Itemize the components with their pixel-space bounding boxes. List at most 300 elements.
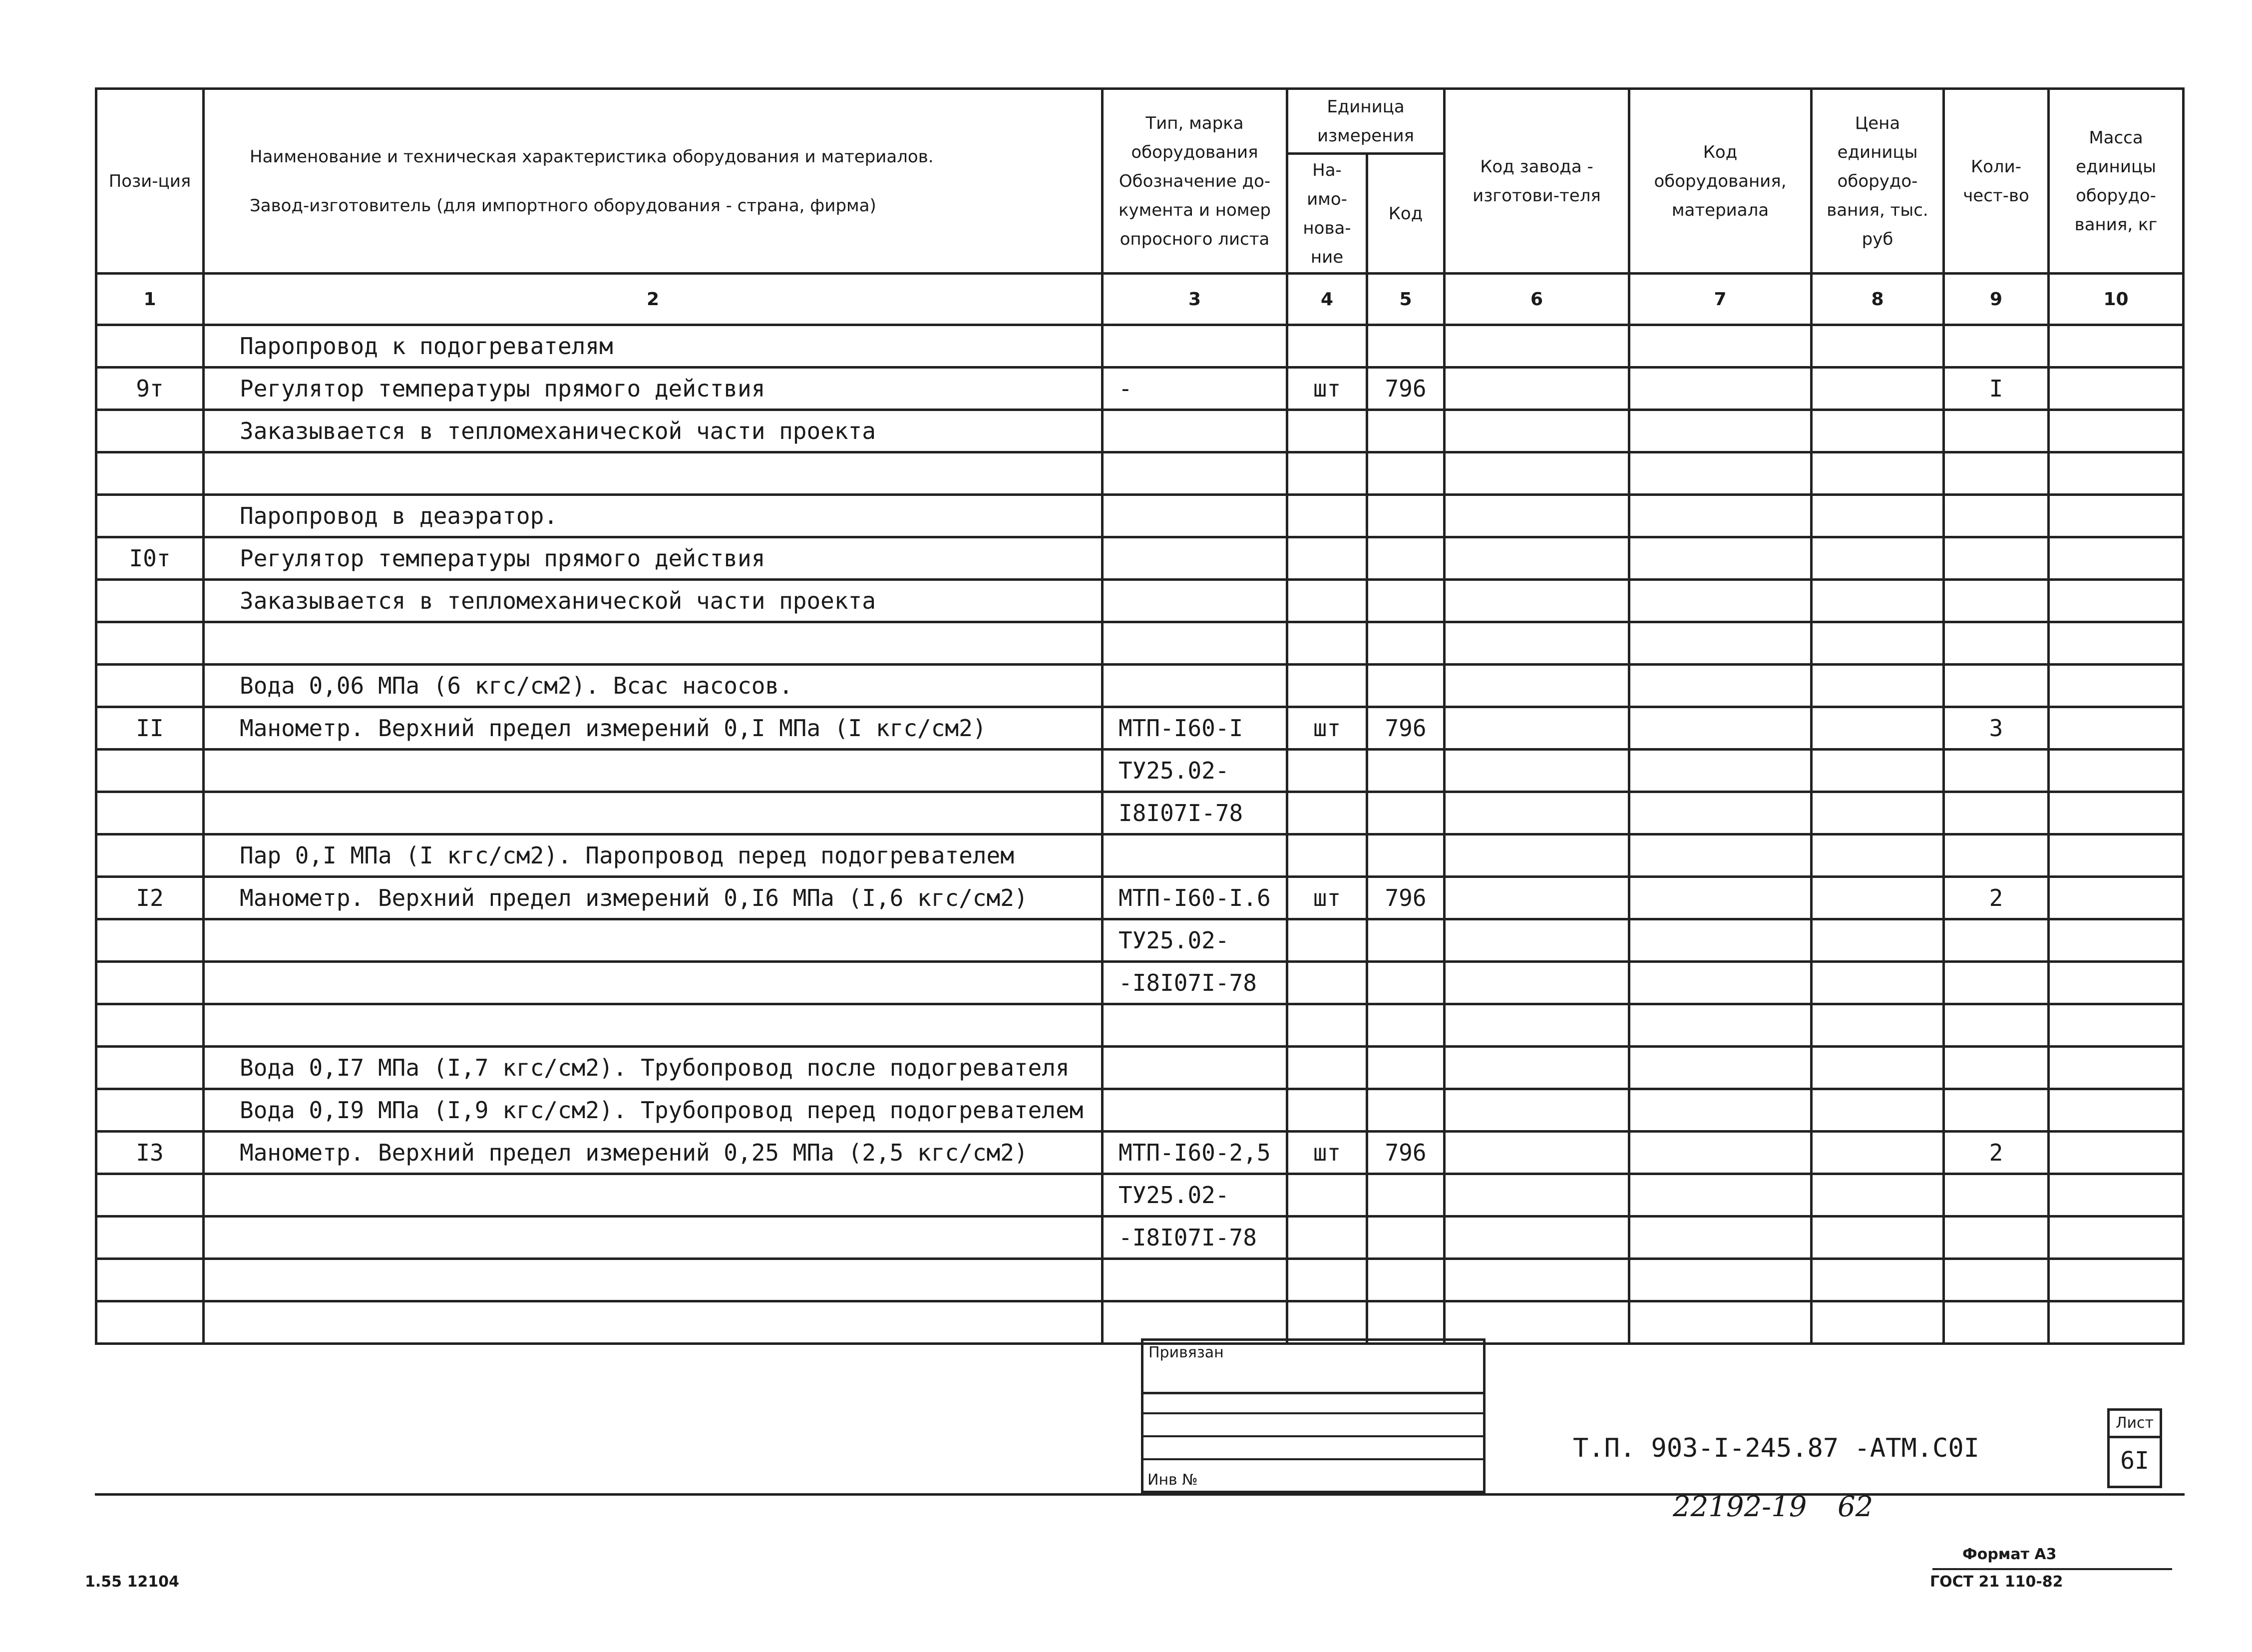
cell-unit-code bbox=[1367, 495, 1445, 537]
cell-price bbox=[1812, 1132, 1944, 1174]
table-row bbox=[96, 919, 2184, 962]
cell-equipment-code bbox=[1629, 537, 1812, 580]
cell-position bbox=[96, 919, 204, 962]
cell-quantity bbox=[1944, 537, 2049, 580]
cell-equipment-code bbox=[1629, 1004, 1812, 1047]
cell-price bbox=[1812, 325, 1944, 368]
cell-equipment-code bbox=[1629, 792, 1812, 834]
cell-price bbox=[1812, 368, 1944, 410]
cell-equipment-code bbox=[1629, 1132, 1812, 1174]
cell-unit: шт bbox=[1287, 877, 1367, 919]
cell-quantity bbox=[1944, 325, 2049, 368]
cell-price bbox=[1812, 580, 1944, 622]
header-type: Тип, марка оборудования Обозначение до-кумента и номер опросного листа bbox=[1103, 89, 1287, 274]
header-mass: Масса единицы оборудо-вания, кг bbox=[2049, 89, 2184, 274]
cell-mass bbox=[2049, 707, 2184, 750]
cell-name: Пар 0,I МПа (I кгс/см2). Паропровод перед подогревателем bbox=[204, 834, 1103, 877]
cell-name bbox=[204, 792, 1103, 834]
cell-price bbox=[1812, 410, 1944, 452]
cell-name bbox=[204, 622, 1103, 665]
table-body bbox=[96, 274, 2184, 1344]
cell-unit-code bbox=[1367, 1217, 1445, 1259]
cell-unit bbox=[1287, 1089, 1367, 1132]
cell-position bbox=[96, 1174, 204, 1217]
cell-unit bbox=[1287, 452, 1367, 495]
cell-mass bbox=[2049, 537, 2184, 580]
cell-mass bbox=[2049, 1259, 2184, 1301]
table-row bbox=[96, 834, 2184, 877]
cell-position bbox=[96, 962, 204, 1004]
header-unit-group: Единица измерения bbox=[1287, 89, 1445, 154]
cell-price bbox=[1812, 707, 1944, 750]
title-block-line bbox=[1143, 1437, 1483, 1460]
cell-unit-code: 796 bbox=[1367, 707, 1445, 750]
cell-unit bbox=[1287, 1259, 1367, 1301]
cell-quantity bbox=[1944, 410, 2049, 452]
title-block-line bbox=[1143, 1391, 1483, 1414]
cell-factory-code bbox=[1445, 919, 1629, 962]
table-row bbox=[96, 452, 2184, 495]
cell-name bbox=[204, 1174, 1103, 1217]
cell-unit-code bbox=[1367, 580, 1445, 622]
cell-price bbox=[1812, 665, 1944, 707]
cell-position bbox=[96, 665, 204, 707]
cell-mass bbox=[2049, 1132, 2184, 1174]
header-name-line2: Завод-изготовитель (для импортного оборудования - страна, фирма) bbox=[250, 195, 876, 216]
cell-price bbox=[1812, 537, 1944, 580]
cell-unit bbox=[1287, 495, 1367, 537]
cell-position bbox=[96, 452, 204, 495]
cell-position bbox=[96, 580, 204, 622]
cell-price bbox=[1812, 962, 1944, 1004]
specification-sheet bbox=[95, 87, 2182, 1491]
header-equipment-code: Код оборудования, материала bbox=[1629, 89, 1812, 274]
table-row bbox=[96, 962, 2184, 1004]
cell-type bbox=[1103, 1047, 1287, 1089]
cell-equipment-code bbox=[1629, 665, 1812, 707]
cell-name bbox=[204, 1259, 1103, 1301]
cell-unit-code bbox=[1367, 452, 1445, 495]
cell-name: Паропровод в деаэратор. bbox=[204, 495, 1103, 537]
cell-factory-code bbox=[1445, 622, 1629, 665]
cell-unit bbox=[1287, 1217, 1367, 1259]
cell-quantity: I bbox=[1944, 368, 2049, 410]
cell-position bbox=[96, 1259, 204, 1301]
specification-table bbox=[95, 87, 2185, 1345]
cell-equipment-code bbox=[1629, 1301, 1812, 1344]
cell-mass bbox=[2049, 622, 2184, 665]
cell-name bbox=[204, 1004, 1103, 1047]
cell-type: -I8I07I-78 bbox=[1103, 962, 1287, 1004]
cell-price bbox=[1812, 792, 1944, 834]
cell-mass bbox=[2049, 1089, 2184, 1132]
cell-unit-code bbox=[1367, 1301, 1445, 1344]
sheet-number-box bbox=[2107, 1408, 2162, 1488]
cell-name bbox=[204, 750, 1103, 792]
cell-quantity: 2 bbox=[1944, 1132, 2049, 1174]
document-number: Т.П. 903-I-245.87 -АТМ.С0I bbox=[1573, 1433, 1979, 1463]
cell-position bbox=[96, 495, 204, 537]
cell-position bbox=[96, 834, 204, 877]
cell-unit bbox=[1287, 834, 1367, 877]
cell-unit bbox=[1287, 665, 1367, 707]
cell-name: Регулятор температуры прямого действия bbox=[204, 537, 1103, 580]
cell-price bbox=[1812, 1089, 1944, 1132]
col-number: 1 bbox=[96, 274, 204, 325]
cell-unit bbox=[1287, 792, 1367, 834]
cell-name: Вода 0,06 МПа (6 кгс/см2). Всас насосов. bbox=[204, 665, 1103, 707]
cell-unit: шт bbox=[1287, 368, 1367, 410]
cell-price bbox=[1812, 452, 1944, 495]
cell-type bbox=[1103, 580, 1287, 622]
cell-position bbox=[96, 622, 204, 665]
cell-factory-code bbox=[1445, 368, 1629, 410]
cell-type bbox=[1103, 622, 1287, 665]
table-row bbox=[96, 537, 2184, 580]
cell-quantity bbox=[1944, 962, 2049, 1004]
cell-name: Паропровод к подогревателям bbox=[204, 325, 1103, 368]
cell-mass bbox=[2049, 665, 2184, 707]
table-row bbox=[96, 368, 2184, 410]
table-row bbox=[96, 410, 2184, 452]
table-row bbox=[96, 1174, 2184, 1217]
cell-unit bbox=[1287, 1301, 1367, 1344]
header-unit-code: Код bbox=[1367, 154, 1445, 274]
table-row bbox=[96, 495, 2184, 537]
cell-equipment-code bbox=[1629, 452, 1812, 495]
cell-name: Заказывается в тепломеханической части проекта bbox=[204, 580, 1103, 622]
cell-mass bbox=[2049, 580, 2184, 622]
cell-mass bbox=[2049, 1301, 2184, 1344]
cell-factory-code bbox=[1445, 1259, 1629, 1301]
table-row bbox=[96, 622, 2184, 665]
cell-unit bbox=[1287, 750, 1367, 792]
cell-type: ТУ25.02- bbox=[1103, 1174, 1287, 1217]
format-rule bbox=[1932, 1568, 2172, 1570]
cell-mass bbox=[2049, 368, 2184, 410]
table-row bbox=[96, 792, 2184, 834]
col-number: 6 bbox=[1445, 274, 1629, 325]
cell-factory-code bbox=[1445, 410, 1629, 452]
cell-position: II bbox=[96, 707, 204, 750]
col-number: 4 bbox=[1287, 274, 1367, 325]
sheet-value: 6I bbox=[2120, 1447, 2149, 1475]
cell-name: Манометр. Верхний предел измерений 0,I6 МПа (I,6 кгс/см2) bbox=[204, 877, 1103, 919]
cell-type: -I8I07I-78 bbox=[1103, 1217, 1287, 1259]
cell-position: I2 bbox=[96, 877, 204, 919]
cell-mass bbox=[2049, 919, 2184, 962]
cell-price bbox=[1812, 750, 1944, 792]
cell-factory-code bbox=[1445, 537, 1629, 580]
cell-name bbox=[204, 1217, 1103, 1259]
cell-equipment-code bbox=[1629, 707, 1812, 750]
cell-unit bbox=[1287, 1004, 1367, 1047]
cell-quantity bbox=[1944, 919, 2049, 962]
table-row bbox=[96, 1004, 2184, 1047]
cell-position: I3 bbox=[96, 1132, 204, 1174]
cell-unit bbox=[1287, 580, 1367, 622]
table-row bbox=[96, 1132, 2184, 1174]
cell-equipment-code bbox=[1629, 962, 1812, 1004]
cell-mass bbox=[2049, 1047, 2184, 1089]
cell-type: I8I07I-78 bbox=[1103, 792, 1287, 834]
cell-unit bbox=[1287, 919, 1367, 962]
cell-position bbox=[96, 1217, 204, 1259]
cell-unit-code: 796 bbox=[1367, 877, 1445, 919]
cell-mass bbox=[2049, 452, 2184, 495]
cell-equipment-code bbox=[1629, 622, 1812, 665]
cell-equipment-code bbox=[1629, 325, 1812, 368]
cell-factory-code bbox=[1445, 750, 1629, 792]
table-row bbox=[96, 877, 2184, 919]
cell-quantity bbox=[1944, 1301, 2049, 1344]
cell-price bbox=[1812, 1047, 1944, 1089]
cell-unit-code bbox=[1367, 1174, 1445, 1217]
cell-mass bbox=[2049, 962, 2184, 1004]
archive-page: 62 bbox=[1838, 1491, 1874, 1523]
cell-price bbox=[1812, 1174, 1944, 1217]
cell-unit bbox=[1287, 1174, 1367, 1217]
cell-price bbox=[1812, 1004, 1944, 1047]
cell-factory-code bbox=[1445, 792, 1629, 834]
cell-unit-code bbox=[1367, 410, 1445, 452]
cell-price bbox=[1812, 919, 1944, 962]
cell-name: Манометр. Верхний предел измерений 0,I МПа (I кгс/см2) bbox=[204, 707, 1103, 750]
cell-factory-code bbox=[1445, 665, 1629, 707]
cell-type bbox=[1103, 1259, 1287, 1301]
cell-quantity bbox=[1944, 792, 2049, 834]
cell-name: Заказывается в тепломеханической части проекта bbox=[204, 410, 1103, 452]
title-block bbox=[1141, 1338, 1486, 1493]
cell-name bbox=[204, 1301, 1103, 1344]
col-number: 8 bbox=[1812, 274, 1944, 325]
cell-price bbox=[1812, 495, 1944, 537]
sheet-label: Лист bbox=[2110, 1411, 2160, 1438]
cell-quantity bbox=[1944, 580, 2049, 622]
cell-equipment-code bbox=[1629, 750, 1812, 792]
cell-type bbox=[1103, 1301, 1287, 1344]
table-row bbox=[96, 750, 2184, 792]
cell-mass bbox=[2049, 325, 2184, 368]
cell-quantity bbox=[1944, 1047, 2049, 1089]
cell-factory-code bbox=[1445, 1217, 1629, 1259]
cell-price bbox=[1812, 834, 1944, 877]
cell-unit-code bbox=[1367, 665, 1445, 707]
cell-mass bbox=[2049, 410, 2184, 452]
cell-price bbox=[1812, 622, 1944, 665]
cell-factory-code bbox=[1445, 325, 1629, 368]
header-position: Пози-ция bbox=[96, 89, 204, 274]
header-price: Цена единицы оборудо-вания, тыс. руб bbox=[1812, 89, 1944, 274]
cell-unit-code bbox=[1367, 834, 1445, 877]
title-block-line bbox=[1143, 1414, 1483, 1437]
cell-unit-code bbox=[1367, 1259, 1445, 1301]
cell-name bbox=[204, 452, 1103, 495]
cell-quantity bbox=[1944, 452, 2049, 495]
title-block-grid bbox=[1143, 1391, 1483, 1460]
cell-quantity bbox=[1944, 1174, 2049, 1217]
cell-position: 9т bbox=[96, 368, 204, 410]
footer-format: Формат А3 bbox=[1962, 1546, 2057, 1563]
cell-equipment-code bbox=[1629, 1174, 1812, 1217]
header-unit-name: На-имо-нова-ние bbox=[1287, 154, 1367, 274]
col-number: 2 bbox=[204, 274, 1103, 325]
cell-type bbox=[1103, 452, 1287, 495]
cell-mass bbox=[2049, 792, 2184, 834]
cell-equipment-code bbox=[1629, 1217, 1812, 1259]
cell-position bbox=[96, 1301, 204, 1344]
cell-unit-code bbox=[1367, 750, 1445, 792]
cell-position bbox=[96, 750, 204, 792]
table-row bbox=[96, 665, 2184, 707]
cell-unit-code bbox=[1367, 325, 1445, 368]
table-row bbox=[96, 707, 2184, 750]
cell-name bbox=[204, 919, 1103, 962]
cell-mass bbox=[2049, 1004, 2184, 1047]
footer-code: 1.55 12104 bbox=[85, 1573, 179, 1591]
cell-equipment-code bbox=[1629, 580, 1812, 622]
cell-type: - bbox=[1103, 368, 1287, 410]
cell-unit-code bbox=[1367, 792, 1445, 834]
cell-position bbox=[96, 410, 204, 452]
title-block-inv-no: Инв № bbox=[1147, 1471, 1198, 1489]
cell-quantity: 3 bbox=[1944, 707, 2049, 750]
cell-price bbox=[1812, 877, 1944, 919]
cell-equipment-code bbox=[1629, 1047, 1812, 1089]
table-row bbox=[96, 1089, 2184, 1132]
cell-type: ТУ25.02- bbox=[1103, 750, 1287, 792]
cell-unit-code bbox=[1367, 1047, 1445, 1089]
header-row bbox=[96, 89, 2184, 154]
col-number: 3 bbox=[1103, 274, 1287, 325]
cell-factory-code bbox=[1445, 962, 1629, 1004]
cell-mass bbox=[2049, 834, 2184, 877]
cell-quantity bbox=[1944, 750, 2049, 792]
cell-unit-code: 796 bbox=[1367, 1132, 1445, 1174]
cell-price bbox=[1812, 1217, 1944, 1259]
cell-quantity bbox=[1944, 1004, 2049, 1047]
cell-quantity bbox=[1944, 1217, 2049, 1259]
cell-type: МТП-I60-I.6 bbox=[1103, 877, 1287, 919]
table-row bbox=[96, 1047, 2184, 1089]
cell-equipment-code bbox=[1629, 410, 1812, 452]
cell-price bbox=[1812, 1259, 1944, 1301]
cell-factory-code bbox=[1445, 707, 1629, 750]
cell-unit bbox=[1287, 1047, 1367, 1089]
cell-unit: шт bbox=[1287, 707, 1367, 750]
cell-unit-code bbox=[1367, 1089, 1445, 1132]
table-row bbox=[96, 325, 2184, 368]
cell-equipment-code bbox=[1629, 368, 1812, 410]
cell-equipment-code bbox=[1629, 834, 1812, 877]
cell-type: МТП-I60-2,5 bbox=[1103, 1132, 1287, 1174]
cell-unit bbox=[1287, 325, 1367, 368]
cell-name bbox=[204, 962, 1103, 1004]
cell-factory-code bbox=[1445, 1004, 1629, 1047]
cell-equipment-code bbox=[1629, 495, 1812, 537]
cell-unit bbox=[1287, 962, 1367, 1004]
cell-unit-code bbox=[1367, 1004, 1445, 1047]
col-number: 7 bbox=[1629, 274, 1812, 325]
cell-factory-code bbox=[1445, 1047, 1629, 1089]
table-row bbox=[96, 580, 2184, 622]
cell-quantity bbox=[1944, 665, 2049, 707]
cell-factory-code bbox=[1445, 1174, 1629, 1217]
cell-type: МТП-I60-I bbox=[1103, 707, 1287, 750]
cell-mass bbox=[2049, 1174, 2184, 1217]
cell-unit-code: 796 bbox=[1367, 368, 1445, 410]
cell-type bbox=[1103, 1089, 1287, 1132]
cell-type bbox=[1103, 665, 1287, 707]
cell-type bbox=[1103, 1004, 1287, 1047]
cell-type bbox=[1103, 325, 1287, 368]
cell-factory-code bbox=[1445, 1132, 1629, 1174]
cell-position bbox=[96, 1004, 204, 1047]
cell-type: ТУ25.02- bbox=[1103, 919, 1287, 962]
cell-mass bbox=[2049, 1217, 2184, 1259]
cell-position: I0т bbox=[96, 537, 204, 580]
header-name bbox=[204, 89, 1103, 274]
cell-unit bbox=[1287, 537, 1367, 580]
cell-unit-code bbox=[1367, 622, 1445, 665]
cell-type bbox=[1103, 410, 1287, 452]
title-block-privyazan: Привязан bbox=[1143, 1341, 1483, 1394]
cell-quantity bbox=[1944, 495, 2049, 537]
cell-unit-code bbox=[1367, 537, 1445, 580]
cell-quantity bbox=[1944, 834, 2049, 877]
cell-quantity: 2 bbox=[1944, 877, 2049, 919]
cell-position bbox=[96, 1089, 204, 1132]
cell-factory-code bbox=[1445, 834, 1629, 877]
footer-gost: ГОСТ 21 110-82 bbox=[1930, 1573, 2063, 1591]
table-row bbox=[96, 1259, 2184, 1301]
col-number: 10 bbox=[2049, 274, 2184, 325]
cell-position bbox=[96, 325, 204, 368]
header-name-line1: Наименование и техническая характеристика оборудования и материалов. bbox=[250, 146, 934, 167]
archive-number: 22192-19 bbox=[1673, 1491, 1807, 1523]
cell-equipment-code bbox=[1629, 877, 1812, 919]
cell-factory-code bbox=[1445, 1089, 1629, 1132]
table-row bbox=[96, 1301, 2184, 1344]
cell-type bbox=[1103, 834, 1287, 877]
cell-price bbox=[1812, 1301, 1944, 1344]
cell-name: Вода 0,I7 МПа (I,7 кгс/см2). Трубопровод после подогревателя bbox=[204, 1047, 1103, 1089]
cell-position bbox=[96, 792, 204, 834]
cell-equipment-code bbox=[1629, 919, 1812, 962]
cell-name: Вода 0,I9 МПа (I,9 кгс/см2). Трубопровод перед подогревателем bbox=[204, 1089, 1103, 1132]
cell-factory-code bbox=[1445, 495, 1629, 537]
cell-name: Манометр. Верхний предел измерений 0,25 МПа (2,5 кгс/см2) bbox=[204, 1132, 1103, 1174]
cell-factory-code bbox=[1445, 1301, 1629, 1344]
cell-mass bbox=[2049, 877, 2184, 919]
col-number: 9 bbox=[1944, 274, 2049, 325]
cell-unit: шт bbox=[1287, 1132, 1367, 1174]
cell-unit-code bbox=[1367, 919, 1445, 962]
header-factory-code: Код завода - изготови-теля bbox=[1445, 89, 1629, 274]
cell-unit-code bbox=[1367, 962, 1445, 1004]
cell-type bbox=[1103, 537, 1287, 580]
cell-mass bbox=[2049, 750, 2184, 792]
column-number-row bbox=[96, 274, 2184, 325]
cell-position bbox=[96, 1047, 204, 1089]
cell-unit bbox=[1287, 410, 1367, 452]
cell-equipment-code bbox=[1629, 1089, 1812, 1132]
cell-type bbox=[1103, 495, 1287, 537]
cell-quantity bbox=[1944, 1259, 2049, 1301]
cell-factory-code bbox=[1445, 877, 1629, 919]
cell-factory-code bbox=[1445, 452, 1629, 495]
cell-unit bbox=[1287, 622, 1367, 665]
